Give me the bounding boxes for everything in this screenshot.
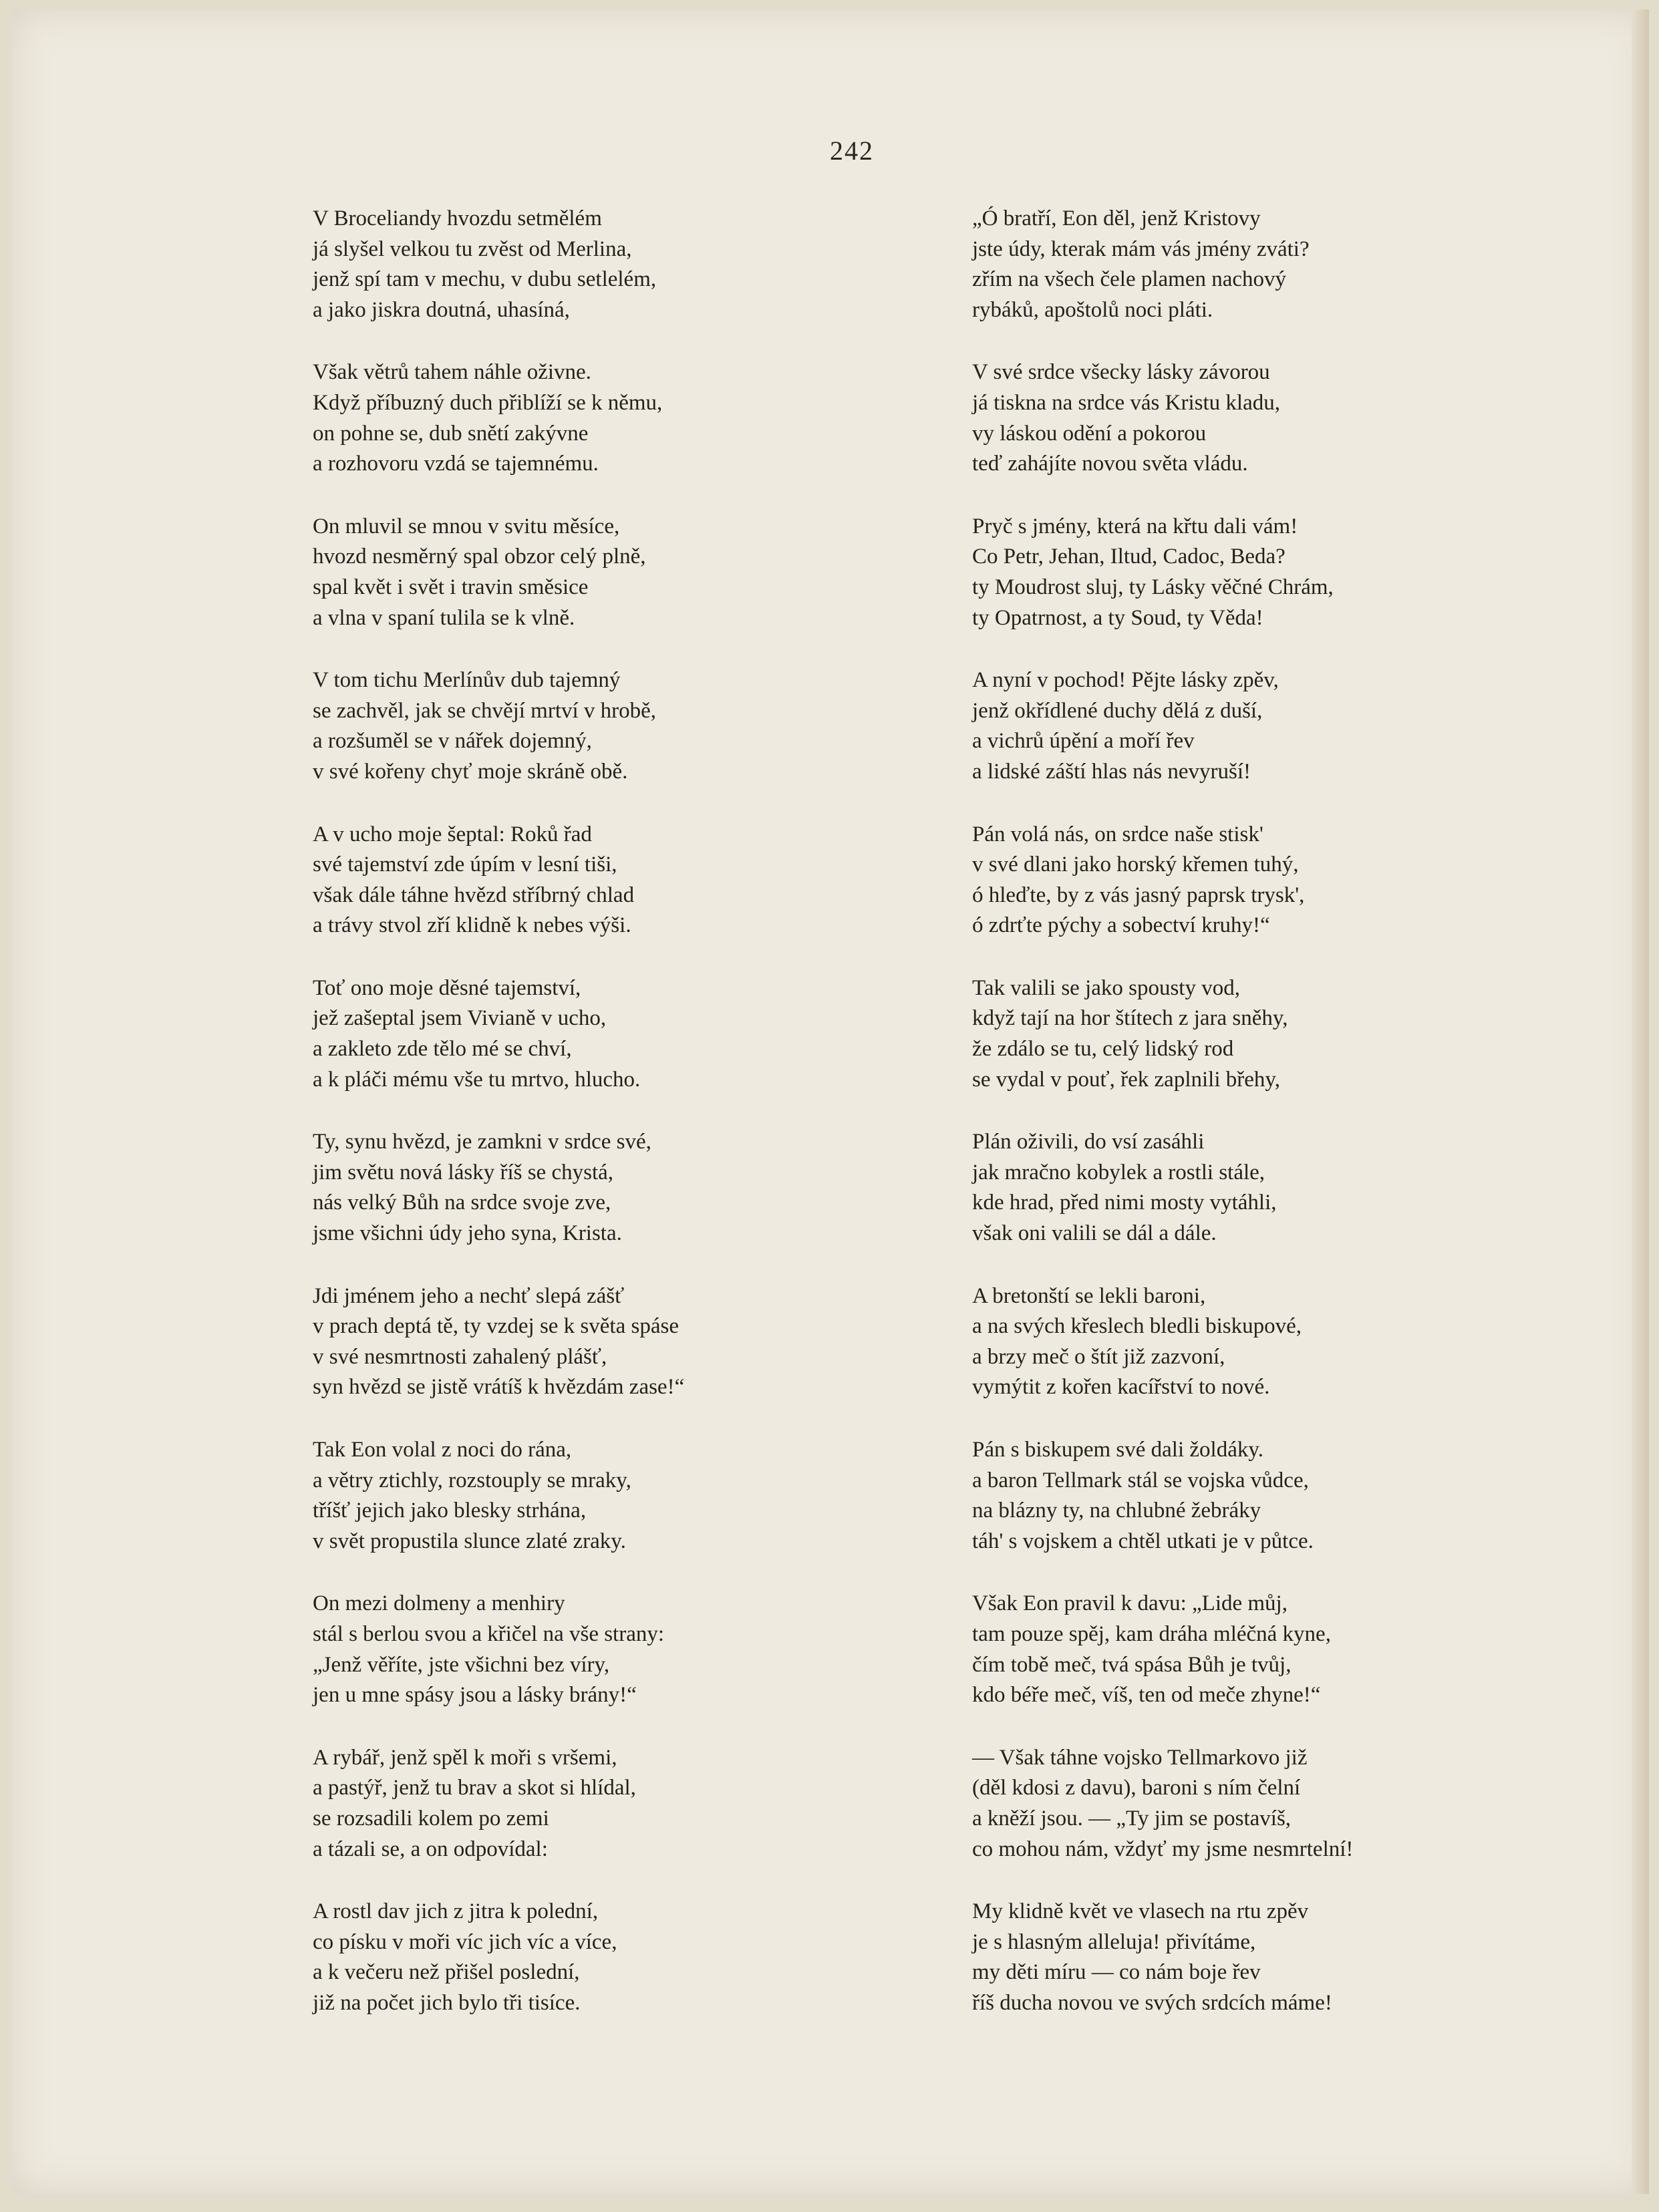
verse-line: A rybář, jenž spěl k moři s vršemi,	[313, 1745, 617, 1770]
verse-line: On mluvil se mnou v svitu měsíce,	[313, 514, 620, 538]
verse-line: syn hvězd se jistě vrátíš k hvězdám zase!“	[313, 1375, 685, 1400]
verse-line: říš ducha novou ve svých srdcích máme!	[972, 1990, 1332, 2015]
verse-line: Ty, synu hvězd, je zamkni v srdce své,	[313, 1130, 651, 1154]
verse-line: v prach deptá tě, ty vzdej se k světa spáse	[313, 1314, 679, 1339]
verse-line: své tajemství zde úpím v lesní tiši,	[313, 852, 617, 877]
verse-line: my děti míru — co nám boje řev	[972, 1960, 1261, 1985]
verse-line: co mohou nám, vždyť my jsme nesmrtelní!	[972, 1837, 1354, 1861]
verse-line: a k večeru než přišel poslední,	[313, 1960, 580, 1985]
verse-line: já tiskna na srdce vás Kristu kladu,	[972, 390, 1280, 415]
stanza	[972, 1897, 1353, 2018]
stanza	[313, 973, 684, 1095]
verse-line: V své srdce všecky lásky závorou	[972, 360, 1270, 385]
verse-line: V Broceliandy hvozdu setmělém	[313, 206, 602, 230]
verse-line: spal květ i svět i travin směsice	[313, 575, 589, 599]
stanza	[972, 820, 1353, 941]
stanza	[972, 357, 1353, 479]
verse-line: a lidské záští hlas nás nevyruší!	[972, 759, 1251, 784]
verse-line: čím tobě meč, tvá spása Bůh je tvůj,	[972, 1652, 1292, 1677]
stanza	[972, 1743, 1353, 1865]
verse-line: já slyšel velkou tu zvěst od Merlina,	[313, 236, 632, 261]
verse-line: „Jenž věříte, jste všichni bez víry,	[313, 1652, 610, 1677]
verse-line: a kněží jsou. — „Ty jim se postavíš,	[972, 1806, 1292, 1831]
verse-line: v svět propustila slunce zlaté zraky.	[313, 1529, 626, 1553]
verse-line: Plán oživili, do vsí zasáhli	[972, 1130, 1205, 1154]
stanza	[972, 665, 1353, 787]
verse-line: A v ucho moje šeptal: Roků řad	[313, 822, 592, 846]
verse-line: Jdi jménem jeho a nechť slepá zášť	[313, 1283, 625, 1308]
verse-line: a brzy meč o štít již zazvoní,	[972, 1344, 1225, 1369]
stanza	[972, 973, 1353, 1095]
verse-line: jež zašeptal jsem Vivianě v ucho,	[313, 1006, 607, 1031]
stanza	[313, 1435, 684, 1557]
stanza	[313, 665, 684, 787]
stanza	[972, 1127, 1353, 1249]
verse-line: Pán volá nás, on srdce naše stisk'	[972, 822, 1263, 846]
verse-line: zřím na všech čele plamen nachový	[972, 267, 1287, 292]
verse-line: jsme všichni údy jeho syna, Krista.	[313, 1221, 622, 1246]
page-edge-shadow	[1632, 9, 1649, 2194]
verse-line: je s hlasným alleluja! přivítáme,	[972, 1929, 1256, 1954]
verse-line: a rozhovoru vzdá se tajemnému.	[313, 452, 599, 476]
verse-line: jste údy, kterak mám vás jmény zváti?	[972, 236, 1310, 261]
verse-line: Pán s biskupem své dali žoldáky.	[972, 1438, 1263, 1462]
stanza	[313, 357, 684, 479]
stanza	[972, 1435, 1353, 1557]
verse-line: a na svých křeslech bledli biskupové,	[972, 1314, 1302, 1339]
verse-line: již na počet jich bylo tři tisíce.	[313, 1990, 581, 2015]
verse-line: Pryč s jmény, která na křtu dali vám!	[972, 514, 1298, 538]
verse-line: se zachvěl, jak se chvějí mrtví v hrobě,	[313, 698, 657, 723]
verse-line: co písku v moři víc jich víc a více,	[313, 1929, 617, 1954]
verse-line: Tak Eon volal z noci do rána,	[313, 1438, 572, 1462]
verse-line: A nyní v pochod! Pějte lásky zpěv,	[972, 668, 1279, 693]
stanza	[313, 1743, 684, 1865]
verse-line: ty Opatrnost, a ty Soud, ty Věda!	[972, 605, 1263, 630]
verse-line: jak mračno kobylek a rostli stále,	[972, 1160, 1265, 1184]
verse-line: však oni valili se dál a dále.	[972, 1221, 1217, 1246]
verse-line: když tají na hor štítech z jara sněhy,	[972, 1006, 1288, 1031]
stanza	[313, 1589, 684, 1710]
stanza	[313, 512, 684, 633]
verse-line: tam pouze spěj, kam dráha mléčná kyne,	[972, 1621, 1331, 1646]
verse-line: jen u mne spásy jsou a lásky brány!“	[313, 1683, 637, 1708]
poem-column-left	[313, 204, 684, 2051]
stanza	[313, 1127, 684, 1249]
verse-line: a zakleto zde tělo mé se chví,	[313, 1037, 572, 1062]
verse-line: jim světu nová lásky říš se chystá,	[313, 1160, 614, 1184]
verse-line: a k pláči mému vše tu mrtvo, hlucho.	[313, 1067, 641, 1092]
verse-line: a vichrů úpění a moří řev	[972, 729, 1195, 754]
verse-line: v své dlani jako horský křemen tuhý,	[972, 852, 1299, 877]
verse-line: se rozsadili kolem po zemi	[313, 1806, 549, 1831]
stanza	[313, 1897, 684, 2018]
verse-line: ó zdrťte pýchy a sobectví kruhy!“	[972, 913, 1270, 938]
verse-line: a trávy stvol zří klidně k nebes výši.	[313, 913, 631, 938]
verse-line: A rostl dav jich z jitra k polední,	[313, 1899, 599, 1924]
verse-line: vymýtit z kořen kacířství to nové.	[972, 1375, 1270, 1400]
verse-line: jenž spí tam v mechu, v dubu setlelém,	[313, 267, 657, 292]
verse-line: táh' s vojskem a chtěl utkati je v půtce.	[972, 1529, 1314, 1553]
verse-line: rybáků, apoštolů noci pláti.	[972, 297, 1213, 322]
page-number: 242	[830, 136, 874, 166]
verse-line: „Ó bratří, Eon děl, jenž Kristovy	[972, 206, 1261, 230]
verse-line: a jako jiskra doutná, uhasíná,	[313, 297, 570, 322]
verse-line: jenž okřídlené duchy dělá z duší,	[972, 698, 1263, 723]
verse-line: na blázny ty, na chlubné žebráky	[972, 1498, 1261, 1523]
verse-line: — Však táhne vojsko Tellmarkovo již	[972, 1745, 1308, 1770]
poem-column-right	[972, 204, 1353, 2051]
verse-line: My klidně květ ve vlasech na rtu zpěv	[972, 1899, 1309, 1924]
verse-line: však dále táhne hvězd stříbrný chlad	[313, 883, 635, 907]
verse-line: se vydal v pouť, řek zaplnili břehy,	[972, 1067, 1281, 1092]
verse-line: tříšť jejich jako blesky strhána,	[313, 1498, 587, 1523]
stanza	[972, 1281, 1353, 1403]
verse-line: Když příbuzný duch přiblíží se k němu,	[313, 390, 663, 415]
stanza	[972, 1589, 1353, 1710]
verse-line: (děl kdosi z davu), baroni s ním čelní	[972, 1776, 1301, 1800]
verse-line: stál s berlou svou a křičel na vše strany:	[313, 1621, 665, 1646]
stanza	[972, 204, 1353, 325]
verse-line: vy láskou odění a pokorou	[972, 421, 1207, 446]
verse-line: nás velký Bůh na srdce svoje zve,	[313, 1191, 611, 1215]
verse-line: že zdálo se tu, celý lidský rod	[972, 1037, 1234, 1062]
verse-line: Však větrů tahem náhle oživne.	[313, 360, 591, 385]
verse-line: kdo béře meč, víš, ten od meče zhyne!“	[972, 1683, 1321, 1708]
verse-line: V tom tichu Merlínův dub tajemný	[313, 668, 621, 693]
verse-line: Tak valili se jako spousty vod,	[972, 975, 1240, 1000]
verse-line: a pastýř, jenž tu brav a skot si hlídal,	[313, 1776, 636, 1800]
verse-line: a tázali se, a on odpovídal:	[313, 1837, 548, 1861]
verse-line: Toť ono moje děsné tajemství,	[313, 975, 581, 1000]
verse-line: Co Petr, Jehan, Iltud, Cadoc, Beda?	[972, 544, 1286, 569]
book-page	[12, 9, 1649, 2194]
verse-line: a baron Tellmark stál se vojska vůdce,	[972, 1468, 1309, 1492]
verse-line: v své kořeny chyť moje skráně obě.	[313, 759, 628, 784]
verse-line: teď zahájíte novou světa vládu.	[972, 452, 1248, 476]
verse-line: hvozd nesměrný spal obzor celý plně,	[313, 544, 646, 569]
verse-line: Však Eon pravil k davu: „Lide můj,	[972, 1591, 1288, 1616]
stanza	[972, 512, 1353, 633]
verse-line: A bretonští se lekli baroni,	[972, 1283, 1206, 1308]
verse-line: a větry ztichly, rozstouply se mraky,	[313, 1468, 631, 1492]
verse-line: a vlna v spaní tulila se k vlně.	[313, 605, 575, 630]
verse-line: ó hleďte, by z vás jasný paprsk trysk',	[972, 883, 1305, 907]
verse-line: kde hrad, před nimi mosty vytáhli,	[972, 1191, 1277, 1215]
verse-line: ty Moudrost sluj, ty Lásky věčné Chrám,	[972, 575, 1334, 599]
verse-line: a rozšuměl se v nářek dojemný,	[313, 729, 592, 754]
stanza	[313, 1281, 684, 1403]
verse-line: on pohne se, dub snětí zakývne	[313, 421, 589, 446]
verse-line: On mezi dolmeny a menhiry	[313, 1591, 565, 1616]
stanza	[313, 204, 684, 325]
verse-line: v své nesmrtnosti zahalený plášť,	[313, 1344, 607, 1369]
stanza	[313, 820, 684, 941]
